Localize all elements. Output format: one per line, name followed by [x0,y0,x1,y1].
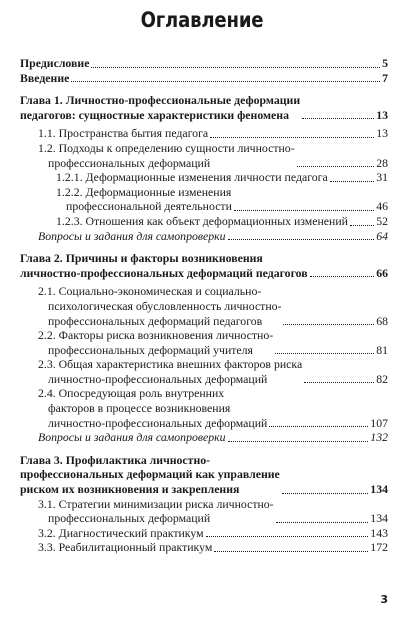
toc-entry-title-line: 3.1. Стратегии минимизации риска личностно- [38,496,274,511]
toc-entry[interactable] [20,386,388,430]
toc-entry[interactable] [20,328,388,357]
toc-entry[interactable] [20,126,388,141]
dot-leader [302,118,374,119]
dot-leader [91,67,380,68]
toc-entry-title-line: риском их возникновения и закрепления [20,482,240,497]
toc-entry-title-line: педагогов: сущностные характеристики феномена [20,107,289,122]
toc-entry-title-line: 2.3. Общая характеристика внешних факторов риска [38,357,303,372]
toc-entry-page: 5 [382,56,388,70]
toc-entry[interactable] [20,71,388,86]
dot-leader [210,137,374,138]
toc-entry-title [38,497,274,526]
toc-entry-title-line: профессиональных деформаций [48,155,211,170]
toc-entry-page: 82 [376,371,388,386]
toc-entry[interactable] [20,453,388,497]
toc-entry-page: 107 [370,415,388,430]
toc-entry[interactable] [20,430,388,445]
toc-entry-title-line: Предисловие [20,56,90,70]
toc-entry-title [20,251,308,280]
toc-entry[interactable] [20,284,388,328]
toc-entry-title-line: 2.4. Опосредующая роль внутренних [38,386,225,401]
toc-entry[interactable] [20,141,388,170]
toc-entry-title [38,328,273,357]
toc-entry-title-line: Глава 1. Личностно-профессиональные деформации [20,93,301,108]
dot-leader [282,493,369,494]
toc-entry-title-line: психологическая обусловленность личностно- [48,298,282,313]
toc-entry-page: 68 [376,313,388,328]
toc-entry-title-line: Вопросы и задания для самопроверки [38,430,226,445]
toc-entry-title [38,357,302,386]
toc-entry-title [20,453,280,497]
dot-leader [350,225,374,226]
dot-leader [234,210,374,211]
toc-entry-title-line: 1.2. Подходы к определению сущности личностно- [38,140,295,155]
toc-entry-title [38,284,281,328]
toc-entry-title-line: профессиональных деформаций [48,511,211,526]
toc-entry-title [38,141,295,170]
toc-entry-title-line: 3.3. Реабилитационный практикум [38,540,213,555]
dot-leader [304,382,374,383]
toc-entry-page: 52 [376,213,388,228]
toc-entry-title-line: Вопросы и задания для самопроверки [38,228,226,243]
toc-entry[interactable] [20,56,388,71]
toc-entry-page: 13 [376,107,388,122]
toc-entry-page: 134 [370,511,388,526]
toc-entry-title [38,540,212,555]
dot-leader [228,441,369,442]
toc-entry[interactable] [20,93,388,122]
toc-entry-title-line: профессиональных деформаций как управление [20,467,280,482]
toc-entry-title [56,214,348,229]
toc-entry[interactable] [20,185,388,214]
toc-entry-title-line: профессиональных деформаций педагогов [48,313,263,328]
toc-entry-title-line: личностно-профессиональных деформаций педагогов [20,265,308,280]
toc-entry-title-line: личностно-профессиональных деформаций [48,415,268,430]
toc-entry-title-line: 1.1. Пространства бытия педагога [38,126,209,141]
dot-leader [276,522,369,523]
toc-entry-title [38,126,208,141]
page-title: Оглавление [140,8,264,32]
toc-entry-title-line: 3.2. Диагностический практикум [38,525,204,540]
toc-entry[interactable] [20,540,388,555]
toc-entry-page: 13 [376,126,388,141]
toc-entry-title-line: 1.2.2. Деформационные изменения [56,184,232,199]
toc-entry-title [38,229,226,244]
dot-leader [330,181,374,182]
toc-entry-title-line: Глава 3. Профилактика личностно- [20,452,211,467]
toc-entry-page: 46 [376,199,388,214]
toc-entry[interactable] [20,170,388,185]
toc-entry-page: 132 [370,430,388,445]
toc-entry-title [20,56,89,71]
toc-entry-title-line: 2.2. Факторы риска возникновения личностно- [38,328,274,343]
toc-entry-page: 66 [376,265,388,280]
dot-leader [297,166,375,167]
toc-entry-title [38,430,226,445]
toc-entry-page: 31 [376,170,388,185]
toc-entry-page: 7 [382,70,388,85]
toc-entry-page: 28 [376,155,388,170]
table-of-contents [20,56,388,555]
dot-leader [275,353,374,354]
dot-leader [206,536,369,537]
toc-entry-title-line: 1.2.1. Деформационные изменения личности педагога [56,170,328,185]
toc-entry-title [20,93,300,122]
toc-entry-title-line: Глава 2. Причины и факторы возникновения [20,251,263,266]
toc-entry[interactable] [20,357,388,386]
toc-entry-title-line: 1.2.3. Отношения как объект деформационных изменений [56,213,348,228]
page-number: 3 [380,593,388,606]
toc-entry-title [38,386,267,430]
dot-leader [71,81,380,82]
toc-entry-page: 172 [370,540,388,555]
toc-entry[interactable] [20,214,388,229]
dot-leader [228,239,375,240]
toc-entry-title-line: профессиональной деятельности [66,199,232,214]
toc-entry-title [20,71,69,86]
toc-entry[interactable] [20,251,388,280]
toc-entry-title-line: факторов в процессе возникновения [48,401,231,416]
toc-entry[interactable] [20,497,388,526]
toc-entry-page: 64 [376,228,388,243]
toc-entry-page: 81 [376,342,388,357]
dot-leader [214,551,368,552]
toc-entry-title-line: Введение [20,70,70,85]
toc-entry-title [56,185,232,214]
toc-entry-title-line: 2.1. Социально-экономическая и социально- [38,284,262,299]
dot-leader [310,276,375,277]
dot-leader [283,324,374,325]
toc-entry-title-line: профессиональных деформаций учителя [48,342,253,357]
toc-entry[interactable] [20,229,388,244]
dot-leader [269,426,368,427]
toc-entry-title-line: личностно-профессиональных деформаций [48,371,268,386]
toc-entry[interactable] [20,526,388,541]
toc-entry-title [38,526,204,541]
toc-entry-page: 134 [370,482,388,497]
toc-entry-title [56,170,328,185]
toc-entry-page: 143 [370,525,388,540]
